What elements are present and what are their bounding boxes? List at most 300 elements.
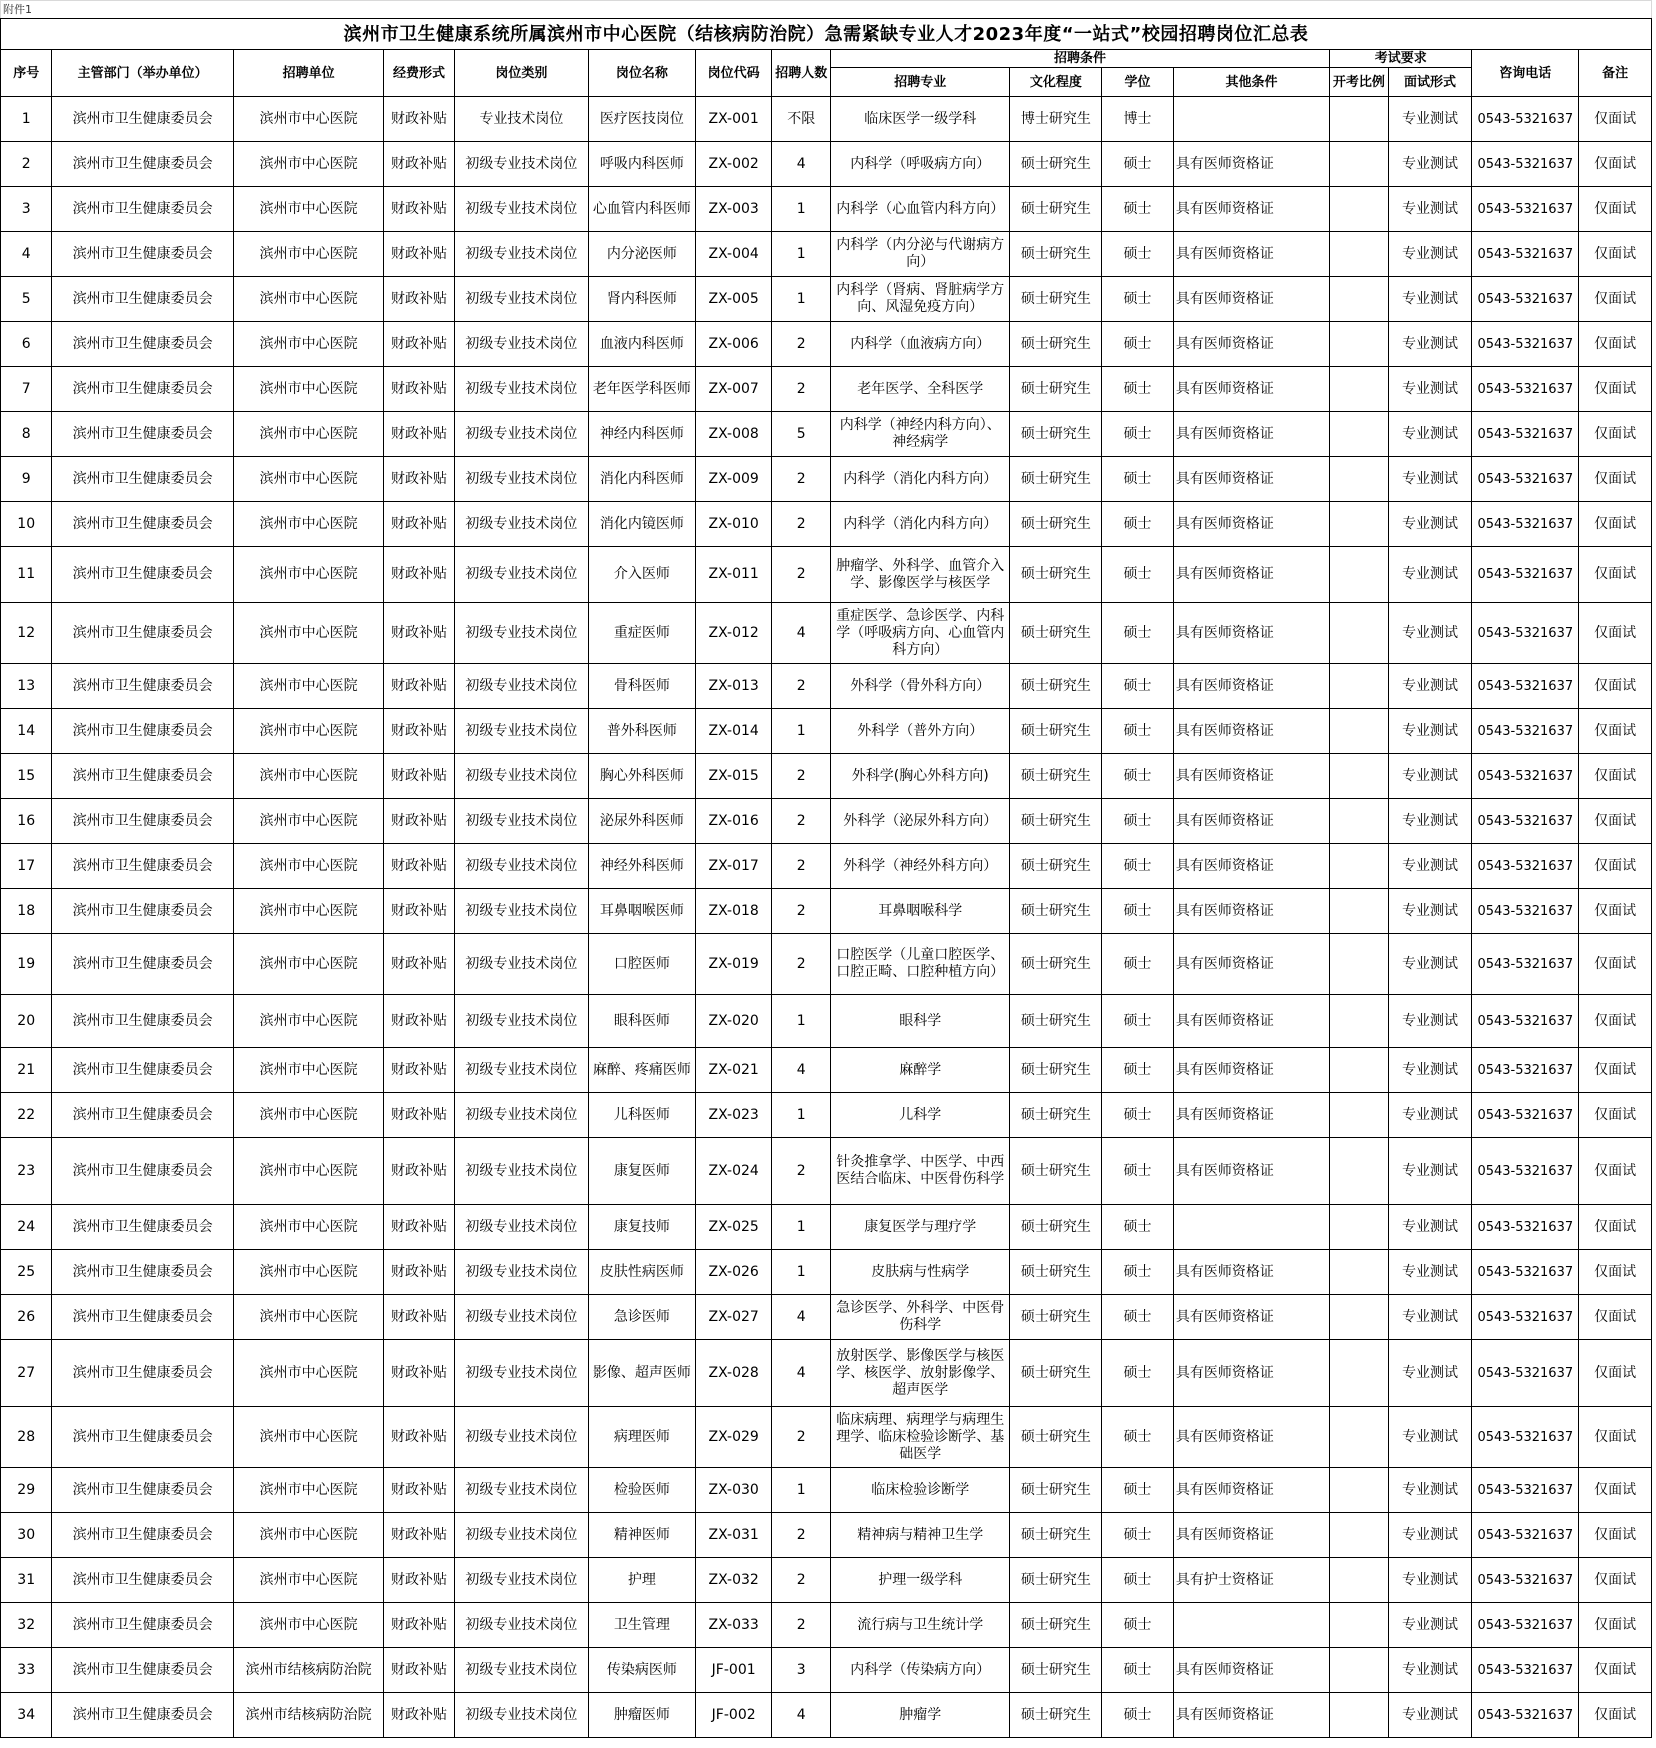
cell-post-code: ZX-007: [695, 367, 772, 412]
cell-phone: 0543-5321637: [1472, 1693, 1579, 1738]
header-count: 招聘人数: [772, 50, 830, 97]
cell-ratio: [1330, 754, 1388, 799]
cell-dept: 滨州市卫生健康委员会: [52, 1093, 234, 1138]
cell-count: 2: [772, 934, 830, 995]
cell-seq: 5: [1, 277, 52, 322]
cell-funding: 财政补贴: [384, 934, 455, 995]
cell-unit: 滨州市中心医院: [233, 995, 383, 1048]
cell-education: 硕士研究生: [1010, 547, 1102, 603]
cell-remark: 仅面试: [1579, 187, 1652, 232]
table-row: [1, 1558, 1652, 1603]
cell-phone: 0543-5321637: [1472, 412, 1579, 457]
cell-major: 内科学（内分泌与代谢病方向）: [830, 232, 1010, 277]
cell-other: 具有医师资格证: [1173, 1138, 1329, 1205]
cell-dept: 滨州市卫生健康委员会: [52, 844, 234, 889]
cell-degree: 硕士: [1102, 754, 1174, 799]
cell-interview: 专业测试: [1388, 709, 1472, 754]
cell-education: 硕士研究生: [1010, 1205, 1102, 1250]
cell-dept: 滨州市卫生健康委员会: [52, 1693, 234, 1738]
cell-ratio: [1330, 187, 1388, 232]
cell-post-code: JF-001: [695, 1648, 772, 1693]
cell-category: 初级专业技术岗位: [454, 889, 588, 934]
cell-ratio: [1330, 1648, 1388, 1693]
cell-major: 内科学（传染病方向）: [830, 1648, 1010, 1693]
cell-funding: 财政补贴: [384, 1340, 455, 1407]
page-title: 滨州市卫生健康系统所属滨州市中心医院（结核病防治院）急需紧缺专业人才2023年度“一站式”校园招聘岗位汇总表: [1, 19, 1652, 50]
header-dept: 主管部门（举办单位）: [52, 50, 234, 97]
cell-dept: 滨州市卫生健康委员会: [52, 1468, 234, 1513]
cell-other: 具有医师资格证: [1173, 1468, 1329, 1513]
table-body: [1, 97, 1652, 1738]
table-row: [1, 1407, 1652, 1468]
cell-education: 硕士研究生: [1010, 664, 1102, 709]
cell-category: 初级专业技术岗位: [454, 1340, 588, 1407]
cell-ratio: [1330, 97, 1388, 142]
cell-count: 2: [772, 1138, 830, 1205]
cell-phone: 0543-5321637: [1472, 995, 1579, 1048]
cell-seq: 32: [1, 1603, 52, 1648]
cell-other: 具有医师资格证: [1173, 457, 1329, 502]
cell-major: 内科学（神经内科方向）、神经病学: [830, 412, 1010, 457]
cell-funding: 财政补贴: [384, 1138, 455, 1205]
header-interview: 面试形式: [1388, 68, 1472, 97]
cell-dept: 滨州市卫生健康委员会: [52, 799, 234, 844]
cell-education: 硕士研究生: [1010, 844, 1102, 889]
cell-interview: 专业测试: [1388, 934, 1472, 995]
cell-category: 初级专业技术岗位: [454, 934, 588, 995]
cell-ratio: [1330, 277, 1388, 322]
cell-other: 具有医师资格证: [1173, 232, 1329, 277]
cell-interview: 专业测试: [1388, 1205, 1472, 1250]
cell-other: 具有医师资格证: [1173, 187, 1329, 232]
table-row: [1, 322, 1652, 367]
cell-funding: 财政补贴: [384, 1093, 455, 1138]
cell-category: 初级专业技术岗位: [454, 367, 588, 412]
cell-unit: 滨州市中心医院: [233, 709, 383, 754]
cell-funding: 财政补贴: [384, 709, 455, 754]
cell-degree: 硕士: [1102, 457, 1174, 502]
cell-count: 1: [772, 1093, 830, 1138]
table-row: [1, 142, 1652, 187]
cell-seq: 18: [1, 889, 52, 934]
cell-ratio: [1330, 664, 1388, 709]
cell-post-code: ZX-004: [695, 232, 772, 277]
cell-other: 具有医师资格证: [1173, 1407, 1329, 1468]
cell-major: 眼科学: [830, 995, 1010, 1048]
cell-phone: 0543-5321637: [1472, 1468, 1579, 1513]
cell-post-name: 口腔医师: [588, 934, 695, 995]
cell-post-name: 影像、超声医师: [588, 1340, 695, 1407]
cell-dept: 滨州市卫生健康委员会: [52, 754, 234, 799]
cell-remark: 仅面试: [1579, 664, 1652, 709]
cell-other: 具有医师资格证: [1173, 1513, 1329, 1558]
cell-funding: 财政补贴: [384, 1468, 455, 1513]
cell-dept: 滨州市卫生健康委员会: [52, 502, 234, 547]
cell-education: 硕士研究生: [1010, 1093, 1102, 1138]
cell-post-name: 急诊医师: [588, 1295, 695, 1340]
cell-unit: 滨州市中心医院: [233, 187, 383, 232]
cell-dept: 滨州市卫生健康委员会: [52, 995, 234, 1048]
cell-seq: 12: [1, 603, 52, 664]
cell-dept: 滨州市卫生健康委员会: [52, 142, 234, 187]
cell-major: 内科学（肾病、肾脏病学方向、风湿免疫方向）: [830, 277, 1010, 322]
cell-seq: 22: [1, 1093, 52, 1138]
table-row: [1, 754, 1652, 799]
cell-seq: 15: [1, 754, 52, 799]
cell-dept: 滨州市卫生健康委员会: [52, 322, 234, 367]
cell-ratio: [1330, 889, 1388, 934]
cell-education: 硕士研究生: [1010, 1603, 1102, 1648]
cell-post-name: 肾内科医师: [588, 277, 695, 322]
cell-count: 1: [772, 995, 830, 1048]
cell-count: 1: [772, 1250, 830, 1295]
cell-interview: 专业测试: [1388, 187, 1472, 232]
header-post-code: 岗位代码: [695, 50, 772, 97]
cell-degree: 博士: [1102, 97, 1174, 142]
cell-other: 具有医师资格证: [1173, 1693, 1329, 1738]
table-row: [1, 889, 1652, 934]
cell-other: 具有医师资格证: [1173, 754, 1329, 799]
cell-unit: 滨州市中心医院: [233, 412, 383, 457]
cell-funding: 财政补贴: [384, 1407, 455, 1468]
cell-interview: 专业测试: [1388, 664, 1472, 709]
cell-post-name: 心血管内科医师: [588, 187, 695, 232]
cell-seq: 8: [1, 412, 52, 457]
cell-interview: 专业测试: [1388, 1513, 1472, 1558]
cell-education: 博士研究生: [1010, 97, 1102, 142]
cell-dept: 滨州市卫生健康委员会: [52, 1558, 234, 1603]
cell-post-code: ZX-018: [695, 889, 772, 934]
cell-category: 初级专业技术岗位: [454, 1558, 588, 1603]
cell-interview: 专业测试: [1388, 799, 1472, 844]
cell-other: 具有医师资格证: [1173, 844, 1329, 889]
cell-seq: 10: [1, 502, 52, 547]
cell-phone: 0543-5321637: [1472, 457, 1579, 502]
cell-remark: 仅面试: [1579, 142, 1652, 187]
cell-post-name: 老年医学科医师: [588, 367, 695, 412]
cell-degree: 硕士: [1102, 367, 1174, 412]
cell-category: 初级专业技术岗位: [454, 232, 588, 277]
cell-post-name: 胸心外科医师: [588, 754, 695, 799]
cell-unit: 滨州市中心医院: [233, 232, 383, 277]
cell-count: 2: [772, 367, 830, 412]
cell-interview: 专业测试: [1388, 457, 1472, 502]
cell-remark: 仅面试: [1579, 97, 1652, 142]
cell-post-code: ZX-026: [695, 1250, 772, 1295]
cell-major: 外科学（泌尿外科方向）: [830, 799, 1010, 844]
table-row: [1, 1250, 1652, 1295]
cell-seq: 3: [1, 187, 52, 232]
cell-degree: 硕士: [1102, 1093, 1174, 1138]
cell-count: 1: [772, 1468, 830, 1513]
cell-interview: 专业测试: [1388, 277, 1472, 322]
cell-education: 硕士研究生: [1010, 502, 1102, 547]
cell-remark: 仅面试: [1579, 1693, 1652, 1738]
cell-post-name: 康复技师: [588, 1205, 695, 1250]
cell-unit: 滨州市中心医院: [233, 322, 383, 367]
cell-degree: 硕士: [1102, 1648, 1174, 1693]
cell-funding: 财政补贴: [384, 97, 455, 142]
cell-remark: 仅面试: [1579, 1340, 1652, 1407]
table-row: [1, 1603, 1652, 1648]
cell-interview: 专业测试: [1388, 1468, 1472, 1513]
cell-seq: 6: [1, 322, 52, 367]
cell-dept: 滨州市卫生健康委员会: [52, 1138, 234, 1205]
cell-post-name: 卫生管理: [588, 1603, 695, 1648]
cell-count: 4: [772, 1295, 830, 1340]
cell-post-name: 麻醉、疼痛医师: [588, 1048, 695, 1093]
cell-unit: 滨州市中心医院: [233, 1093, 383, 1138]
cell-count: 5: [772, 412, 830, 457]
cell-count: 2: [772, 1513, 830, 1558]
cell-major: 耳鼻咽喉科学: [830, 889, 1010, 934]
cell-funding: 财政补贴: [384, 1693, 455, 1738]
cell-unit: 滨州市中心医院: [233, 277, 383, 322]
cell-category: 初级专业技术岗位: [454, 277, 588, 322]
cell-degree: 硕士: [1102, 1693, 1174, 1738]
cell-dept: 滨州市卫生健康委员会: [52, 97, 234, 142]
cell-education: 硕士研究生: [1010, 603, 1102, 664]
cell-category: 专业技术岗位: [454, 97, 588, 142]
cell-funding: 财政补贴: [384, 457, 455, 502]
cell-ratio: [1330, 502, 1388, 547]
cell-seq: 25: [1, 1250, 52, 1295]
cell-remark: 仅面试: [1579, 277, 1652, 322]
cell-degree: 硕士: [1102, 1603, 1174, 1648]
cell-remark: 仅面试: [1579, 1603, 1652, 1648]
cell-category: 初级专业技术岗位: [454, 1048, 588, 1093]
cell-post-code: ZX-013: [695, 664, 772, 709]
cell-interview: 专业测试: [1388, 97, 1472, 142]
cell-remark: 仅面试: [1579, 367, 1652, 412]
cell-education: 硕士研究生: [1010, 322, 1102, 367]
cell-funding: 财政补贴: [384, 1648, 455, 1693]
cell-remark: 仅面试: [1579, 603, 1652, 664]
cell-ratio: [1330, 799, 1388, 844]
cell-phone: 0543-5321637: [1472, 799, 1579, 844]
cell-other: 具有医师资格证: [1173, 322, 1329, 367]
cell-post-name: 消化内科医师: [588, 457, 695, 502]
cell-post-name: 眼科医师: [588, 995, 695, 1048]
cell-education: 硕士研究生: [1010, 1513, 1102, 1558]
cell-remark: 仅面试: [1579, 844, 1652, 889]
cell-seq: 28: [1, 1407, 52, 1468]
cell-category: 初级专业技术岗位: [454, 1205, 588, 1250]
cell-funding: 财政补贴: [384, 277, 455, 322]
cell-unit: 滨州市中心医院: [233, 844, 383, 889]
cell-post-name: 护理: [588, 1558, 695, 1603]
cell-funding: 财政补贴: [384, 232, 455, 277]
cell-seq: 16: [1, 799, 52, 844]
cell-remark: 仅面试: [1579, 995, 1652, 1048]
cell-post-code: ZX-005: [695, 277, 772, 322]
cell-count: 1: [772, 232, 830, 277]
cell-other: 具有医师资格证: [1173, 664, 1329, 709]
cell-major: 精神病与精神卫生学: [830, 1513, 1010, 1558]
cell-post-code: ZX-029: [695, 1407, 772, 1468]
cell-count: 4: [772, 1693, 830, 1738]
cell-degree: 硕士: [1102, 1205, 1174, 1250]
cell-post-name: 神经内科医师: [588, 412, 695, 457]
cell-category: 初级专业技术岗位: [454, 799, 588, 844]
cell-category: 初级专业技术岗位: [454, 1250, 588, 1295]
cell-degree: 硕士: [1102, 1513, 1174, 1558]
cell-count: 2: [772, 1558, 830, 1603]
cell-other: 具有医师资格证: [1173, 547, 1329, 603]
cell-education: 硕士研究生: [1010, 1340, 1102, 1407]
cell-unit: 滨州市中心医院: [233, 1558, 383, 1603]
cell-degree: 硕士: [1102, 1340, 1174, 1407]
cell-post-code: ZX-015: [695, 754, 772, 799]
cell-major: 外科学（骨外科方向）: [830, 664, 1010, 709]
cell-interview: 专业测试: [1388, 367, 1472, 412]
cell-education: 硕士研究生: [1010, 1138, 1102, 1205]
cell-education: 硕士研究生: [1010, 277, 1102, 322]
cell-other: 具有医师资格证: [1173, 799, 1329, 844]
cell-seq: 11: [1, 547, 52, 603]
cell-other: 具有医师资格证: [1173, 502, 1329, 547]
cell-interview: 专业测试: [1388, 1407, 1472, 1468]
cell-education: 硕士研究生: [1010, 412, 1102, 457]
cell-category: 初级专业技术岗位: [454, 664, 588, 709]
cell-funding: 财政补贴: [384, 603, 455, 664]
cell-remark: 仅面试: [1579, 1295, 1652, 1340]
cell-major: 麻醉学: [830, 1048, 1010, 1093]
cell-ratio: [1330, 142, 1388, 187]
cell-unit: 滨州市中心医院: [233, 547, 383, 603]
cell-post-code: ZX-006: [695, 322, 772, 367]
cell-dept: 滨州市卫生健康委员会: [52, 603, 234, 664]
cell-post-name: 检验医师: [588, 1468, 695, 1513]
cell-phone: 0543-5321637: [1472, 1558, 1579, 1603]
cell-unit: 滨州市中心医院: [233, 142, 383, 187]
cell-count: 2: [772, 1603, 830, 1648]
cell-post-name: 儿科医师: [588, 1093, 695, 1138]
cell-other: 具有医师资格证: [1173, 1340, 1329, 1407]
cell-ratio: [1330, 844, 1388, 889]
cell-funding: 财政补贴: [384, 367, 455, 412]
cell-phone: 0543-5321637: [1472, 1250, 1579, 1295]
cell-degree: 硕士: [1102, 187, 1174, 232]
cell-degree: 硕士: [1102, 664, 1174, 709]
cell-count: 2: [772, 457, 830, 502]
cell-post-code: JF-002: [695, 1693, 772, 1738]
cell-other: 具有医师资格证: [1173, 603, 1329, 664]
cell-dept: 滨州市卫生健康委员会: [52, 1295, 234, 1340]
cell-degree: 硕士: [1102, 844, 1174, 889]
cell-interview: 专业测试: [1388, 754, 1472, 799]
table-row: [1, 1693, 1652, 1738]
cell-category: 初级专业技术岗位: [454, 142, 588, 187]
cell-education: 硕士研究生: [1010, 232, 1102, 277]
cell-remark: 仅面试: [1579, 1648, 1652, 1693]
cell-count: 不限: [772, 97, 830, 142]
cell-major: 临床检验诊断学: [830, 1468, 1010, 1513]
cell-category: 初级专业技术岗位: [454, 995, 588, 1048]
cell-degree: 硕士: [1102, 232, 1174, 277]
cell-major: 内科学（呼吸病方向）: [830, 142, 1010, 187]
cell-seq: 29: [1, 1468, 52, 1513]
cell-phone: 0543-5321637: [1472, 547, 1579, 603]
header-remark: 备注: [1579, 50, 1652, 97]
cell-degree: 硕士: [1102, 1295, 1174, 1340]
cell-count: 4: [772, 142, 830, 187]
cell-funding: 财政补贴: [384, 1250, 455, 1295]
cell-seq: 23: [1, 1138, 52, 1205]
cell-major: 内科学（心血管内科方向）: [830, 187, 1010, 232]
header-other: 其他条件: [1173, 68, 1329, 97]
table-row: [1, 1648, 1652, 1693]
cell-education: 硕士研究生: [1010, 709, 1102, 754]
cell-major: 皮肤病与性病学: [830, 1250, 1010, 1295]
cell-degree: 硕士: [1102, 1138, 1174, 1205]
cell-remark: 仅面试: [1579, 1138, 1652, 1205]
cell-unit: 滨州市中心医院: [233, 1407, 383, 1468]
table-row: [1, 1205, 1652, 1250]
cell-post-name: 肿瘤医师: [588, 1693, 695, 1738]
cell-other: 具有医师资格证: [1173, 367, 1329, 412]
table-row: [1, 187, 1652, 232]
cell-category: 初级专业技术岗位: [454, 844, 588, 889]
cell-count: 2: [772, 889, 830, 934]
cell-unit: 滨州市中心医院: [233, 1250, 383, 1295]
cell-degree: 硕士: [1102, 799, 1174, 844]
cell-ratio: [1330, 995, 1388, 1048]
cell-post-code: ZX-008: [695, 412, 772, 457]
cell-phone: 0543-5321637: [1472, 934, 1579, 995]
cell-interview: 专业测试: [1388, 232, 1472, 277]
cell-phone: 0543-5321637: [1472, 1340, 1579, 1407]
cell-post-code: ZX-016: [695, 799, 772, 844]
cell-seq: 7: [1, 367, 52, 412]
table-row: [1, 844, 1652, 889]
cell-dept: 滨州市卫生健康委员会: [52, 187, 234, 232]
cell-funding: 财政补贴: [384, 754, 455, 799]
cell-post-code: ZX-033: [695, 1603, 772, 1648]
cell-degree: 硕士: [1102, 934, 1174, 995]
cell-post-name: 康复医师: [588, 1138, 695, 1205]
cell-count: 1: [772, 709, 830, 754]
cell-post-code: ZX-031: [695, 1513, 772, 1558]
cell-seq: 34: [1, 1693, 52, 1738]
cell-interview: 专业测试: [1388, 1648, 1472, 1693]
cell-remark: 仅面试: [1579, 799, 1652, 844]
table-row: [1, 799, 1652, 844]
cell-remark: 仅面试: [1579, 457, 1652, 502]
cell-post-name: 泌尿外科医师: [588, 799, 695, 844]
cell-ratio: [1330, 709, 1388, 754]
cell-remark: 仅面试: [1579, 232, 1652, 277]
cell-post-name: 重症医师: [588, 603, 695, 664]
table-row: [1, 457, 1652, 502]
cell-post-code: ZX-024: [695, 1138, 772, 1205]
cell-funding: 财政补贴: [384, 1205, 455, 1250]
cell-dept: 滨州市卫生健康委员会: [52, 547, 234, 603]
cell-post-code: ZX-030: [695, 1468, 772, 1513]
cell-degree: 硕士: [1102, 322, 1174, 367]
cell-seq: 30: [1, 1513, 52, 1558]
cell-ratio: [1330, 322, 1388, 367]
cell-post-name: 呼吸内科医师: [588, 142, 695, 187]
cell-post-code: ZX-032: [695, 1558, 772, 1603]
cell-unit: 滨州市结核病防治院: [233, 1693, 383, 1738]
cell-education: 硕士研究生: [1010, 1295, 1102, 1340]
cell-unit: 滨州市中心医院: [233, 934, 383, 995]
cell-interview: 专业测试: [1388, 1093, 1472, 1138]
cell-education: 硕士研究生: [1010, 1693, 1102, 1738]
cell-dept: 滨州市卫生健康委员会: [52, 889, 234, 934]
cell-ratio: [1330, 934, 1388, 995]
